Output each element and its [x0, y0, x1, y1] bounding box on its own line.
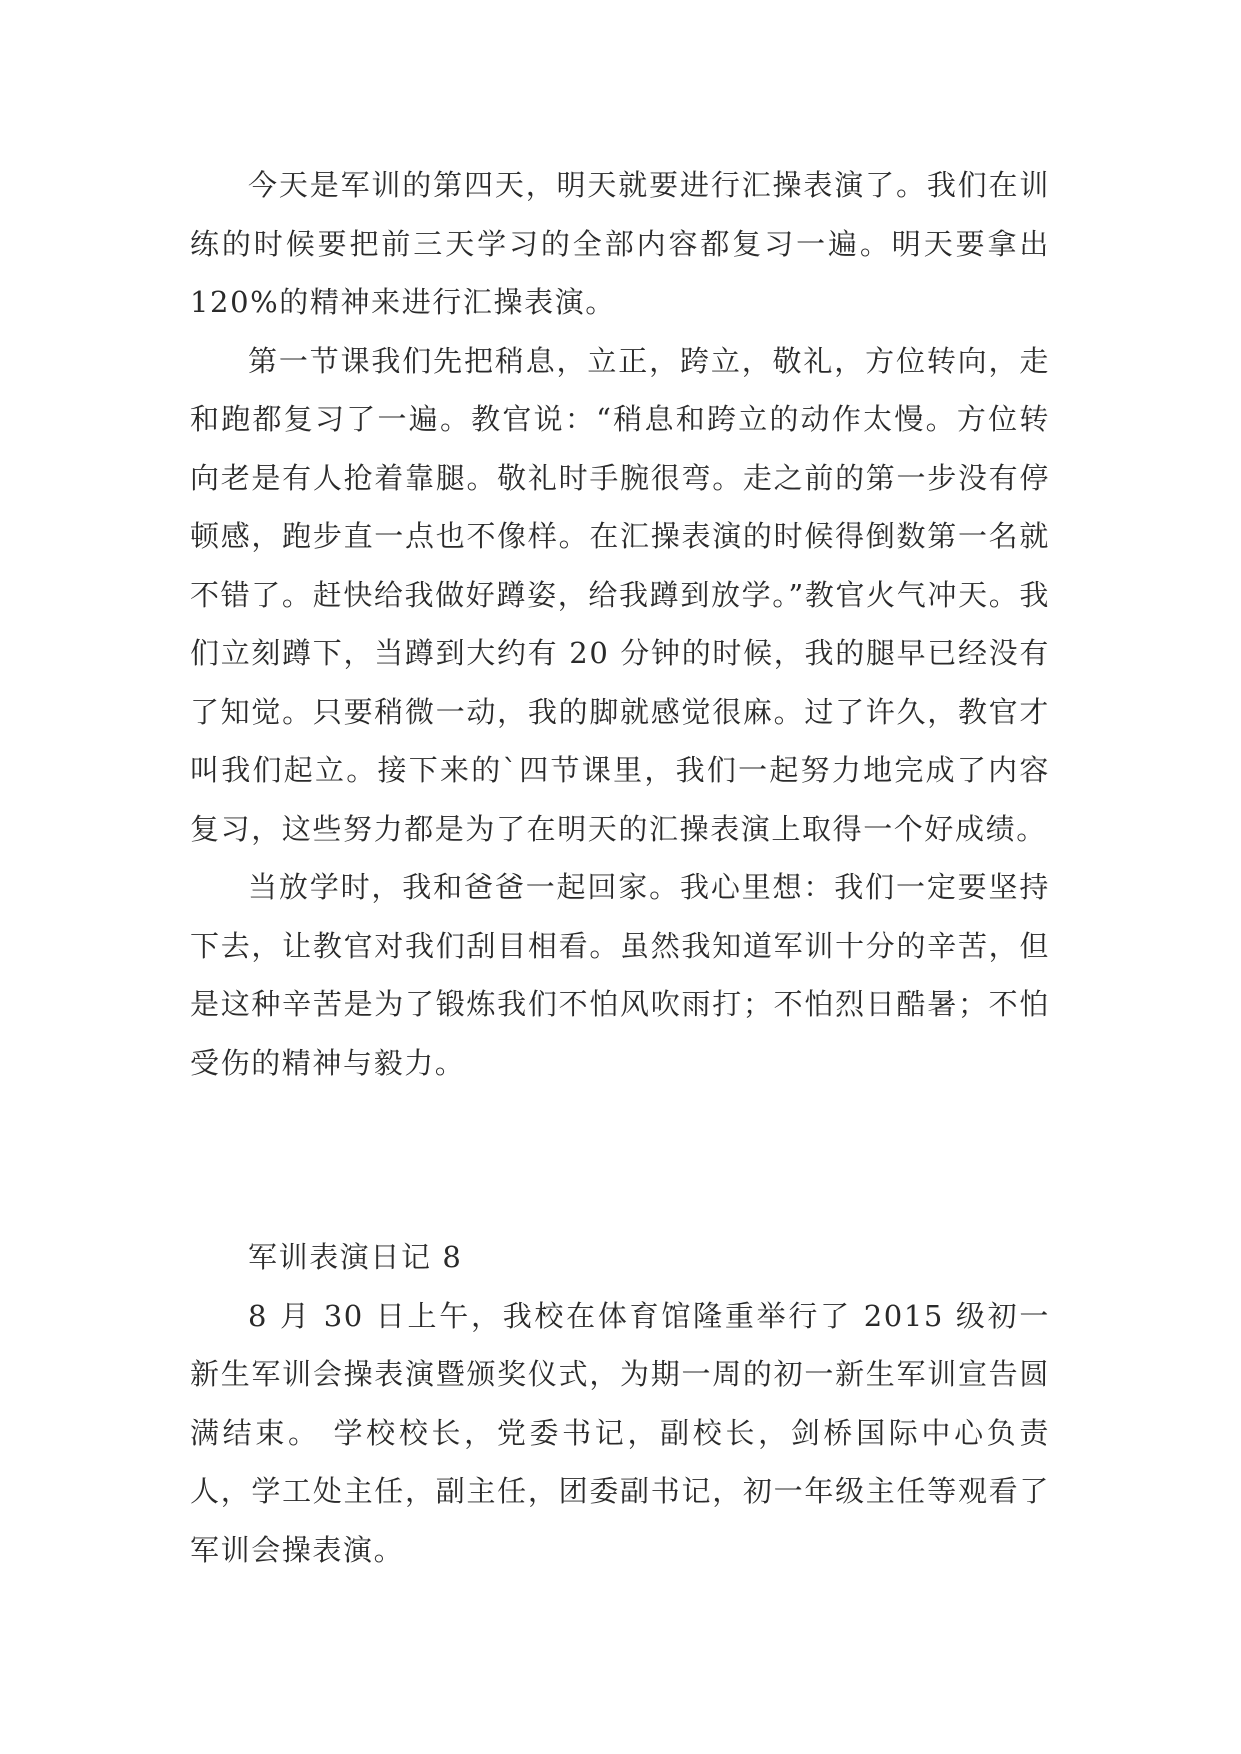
- paragraph-ceremony: 8 月 30 日上午，我校在体育馆隆重举行了 2015 级初一新生军训会操表演暨颁奖仪式，为期一周的初一新生军训宣告圆满结束。 学校校长，党委书记，副校长，剑桥国际中心负责人，学工处主任，副主任，团委副书记，初一年级主任等观看了军训会操表演。: [190, 1298, 1050, 1567]
- diary-body-part2: [190, 1228, 1050, 1579]
- paragraph-after-school: 当放学时，我和爸爸一起回家。我心里想：我们一定要坚持下去，让教官对我们刮目相看。虽然我知道军训十分的辛苦，但是这种辛苦是为了锻炼我们不怕风吹雨打；不怕烈日酷暑；不怕受伤的精神与毅力。: [190, 870, 1050, 1080]
- paragraph-day-four: 今天是军训的第四天，明天就要进行汇操表演了。我们在训练的时候要把前三天学习的全部内容都复习一遍。明天要拿出 120%的精神来进行汇操表演。: [190, 168, 1050, 319]
- section-heading: 军训表演日记 8: [248, 1240, 463, 1274]
- diary-body-part1: [190, 156, 1050, 1092]
- paragraph-first-lesson: 第一节课我们先把稍息，立正，跨立，敬礼，方位转向，走和跑都复习了一遍。教官说：“稍息和跨立的动作太慢。方位转向老是有人抢着靠腿。敬礼时手腕很弯。走之前的第一步没有停顿感，跑步直一点也不像样。在汇操表演的时候得倒数第一名就不错了。赶快给我做好蹲姿，给我蹲到放学。”教官火气冲天。我们立刻蹲下，当蹲到大约有 20 分钟的时候，我的腿早已经没有了知觉。只要稍微一动，我的脚就感觉很麻。过了许久，教官才叫我们起立。接下来的`四节课里，我们一起努力地完成了内容复习，这些努力都是为了在明天的汇操表演上取得一个好成绩。: [190, 343, 1050, 846]
